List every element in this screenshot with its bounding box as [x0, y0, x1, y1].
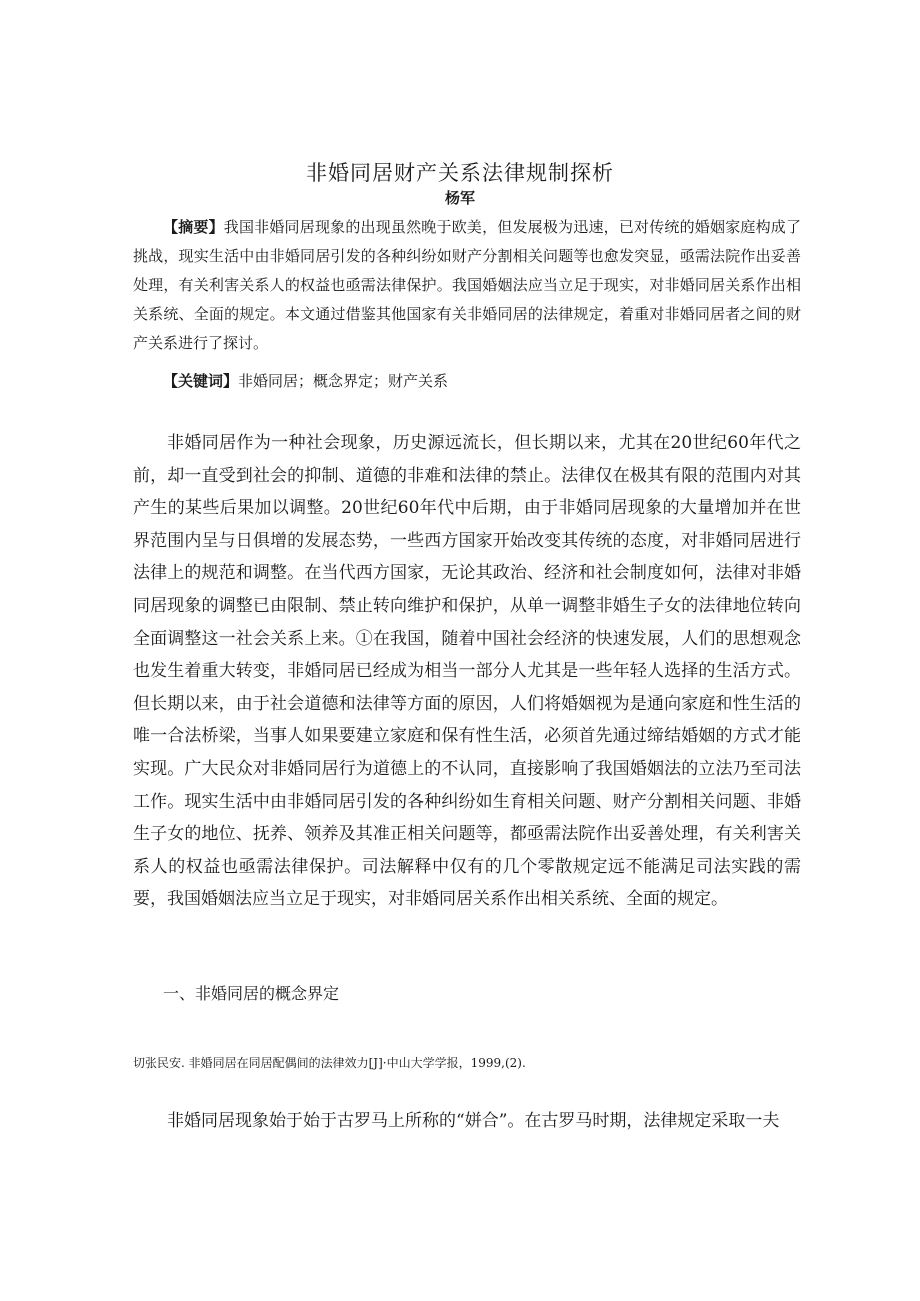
abstract-text: 我国非婚同居现象的出现虽然晚于欧美，但发展极为迅速，已对传统的婚姻家庭构成了挑战，现实生活中由非婚同居引发的各种纠纷如财产分割相关问题等也愈发突显，亟需法院作出妥善处理，有关利害关系人的权益也亟需法律保护。我国婚姻法应当立足于现实，对非婚同居关系作出相关系统、全面的规定。本文通过借鉴其他国家有关非婚同居的法律规定，着重对非婚同居者之间的财产关系进行了探讨。: [133, 218, 801, 352]
keywords-text: 非婚同居；概念界定；财产关系: [238, 372, 449, 390]
body-paragraph-2: 非婚同居现象始于始于古罗马上所称的“姘合”。在古罗马时期，法律规定采取一夫: [167, 1111, 780, 1131]
abstract-paragraph: [133, 213, 801, 358]
keywords-line: [163, 367, 448, 396]
document-title: 非婚同居财产关系法律规制探析: [306, 161, 614, 185]
author-name: 杨军: [444, 189, 475, 207]
body-paragraph-1: 非婚同居作为一种社会现象，历史源远流长，但长期以来，尤其在20世纪60年代之前，却一直受到社会的抑制、道德的非难和法律的禁止。法律仅在极其有限的范围内对其产生的某些后果加以调整。20世纪60年代中后期，由于非婚同居现象的大量增加并在世界范围内呈与日俱增的发展态势，一些西方国家开始改变其传统的态度，对非婚同居进行法律上的规范和调整。在当代西方国家，无论其政治、经济和社会制度如何，法律对非婚同居现象的调整已由限制、禁止转向维护和保护，从单一调整非婚生子女的法律地位转向全面调整这一社会关系上来。①在我国，随着中国社会经济的快速发展，人们的思想观念也发生着重大转变，非婚同居已经成为相当一部分人尤其是一些年轻人选择的生活方式。但长期以来，由于社会道德和法律等方面的原因，人们将婚姻视为是通向家庭和性生活的唯一合法桥梁，当事人如果要建立家庭和保有性生活，必须首先通过缔结婚姻的方式才能实现。广大民众对非婚同居行为道德上的不认同，直接影响了我国婚姻法的立法乃至司法工作。现实生活中由非婚同居引发的各种纠纷如生育相关问题、财产分割相关问题、非婚生子女的地位、抚养、领养及其准正相关问题等，都亟需法院作出妥善处理，有关利害关系人的权益也亟需法律保护。司法解释中仅有的几个零散规定远不能满足司法实践的需要，我国婚姻法应当立足于现实，对非婚同居关系作出相关系统、全面的规定。: [133, 433, 801, 910]
keywords-label: 【关键词】: [163, 372, 239, 390]
footnote: 切张民安. 非婚同居在同居配偶间的法律效力[J]·中山大学学报，1999,(2).: [133, 1056, 526, 1070]
abstract-label: 【摘要】: [163, 218, 224, 236]
section-heading-1: 一、非婚同居的概念界定: [163, 984, 340, 1003]
